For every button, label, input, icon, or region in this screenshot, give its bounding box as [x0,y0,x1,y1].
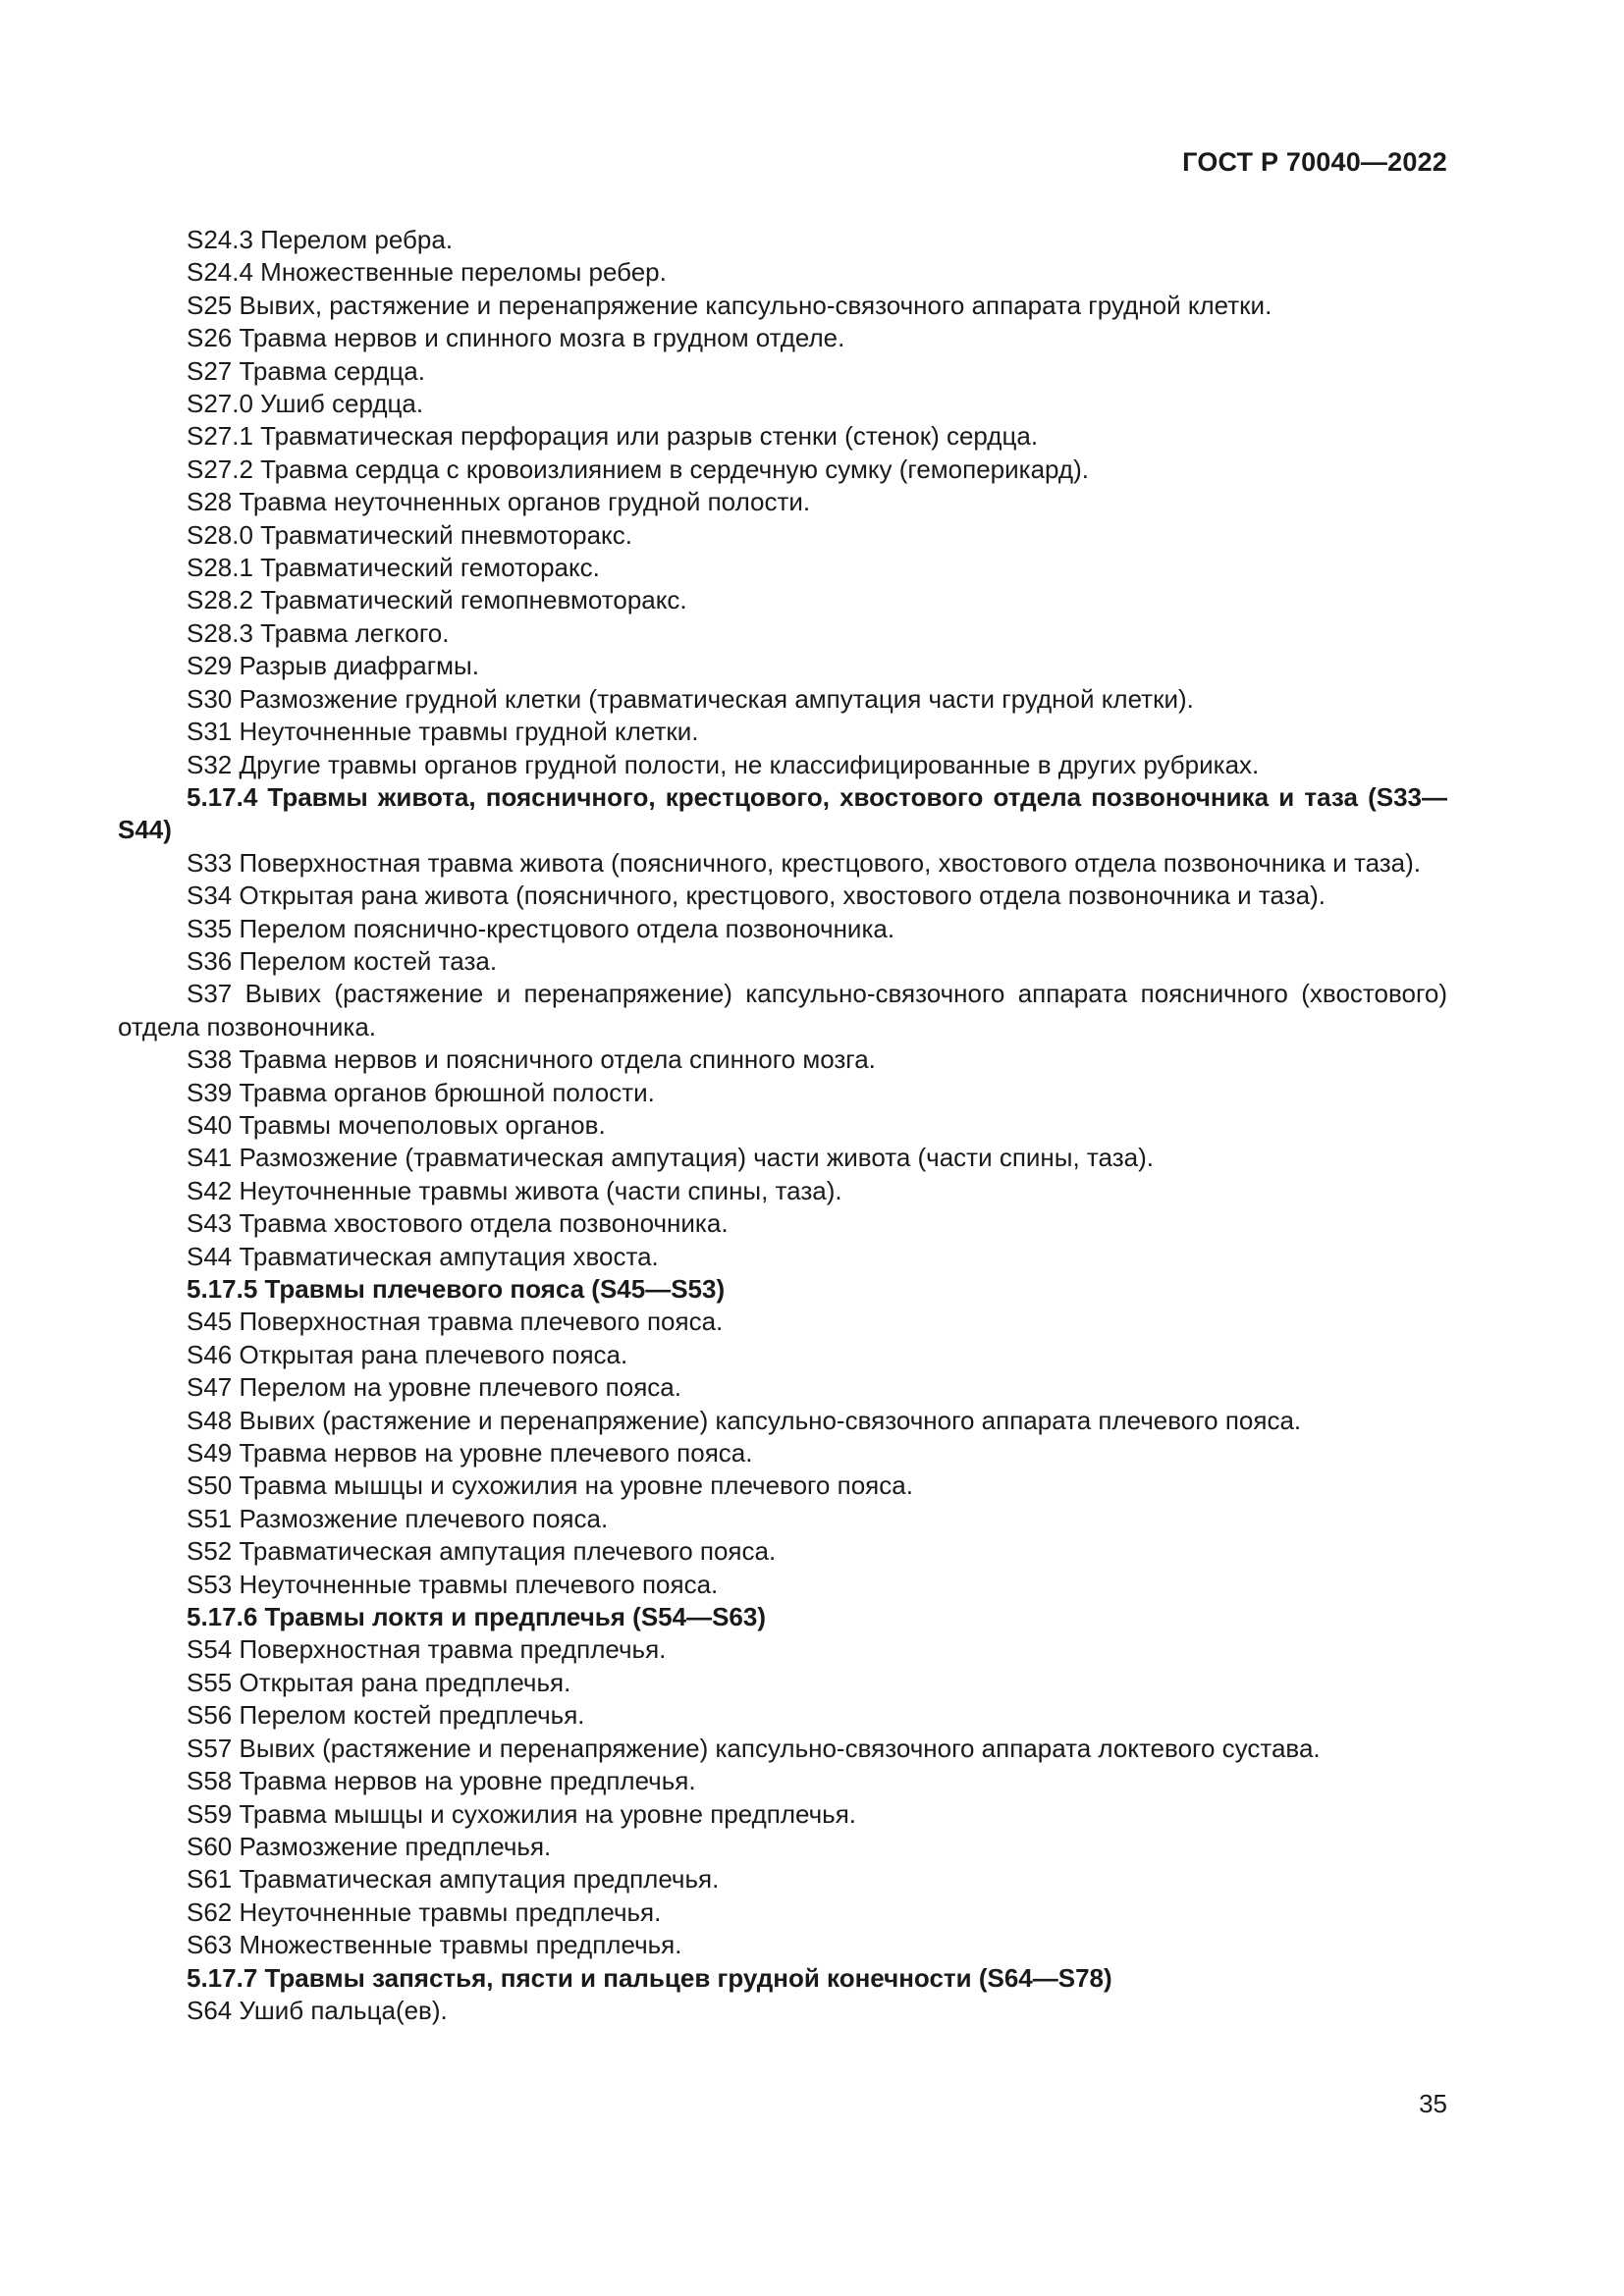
list-item: S26 Травма нервов и спинного мозга в грудном отделе. [187,323,845,353]
list-item: S41 Размозжение (травматическая ампутация) части живота (части спины, таза). [187,1143,1154,1173]
list-item: S28.1 Травматический гемоторакс. [187,553,600,583]
list-item: S51 Размозжение плечевого пояса. [187,1503,609,1533]
list-item: S45 Поверхностная травма плечевого пояса. [187,1307,724,1337]
page-number: 35 [1419,2089,1447,2118]
list-item: S42 Неуточненные травмы живота (части спины, таза). [187,1175,842,1205]
list-item: S46 Открытая рана плечевого пояса. [187,1339,628,1369]
list-item: S54 Поверхностная травма предплечья. [187,1634,667,1665]
list-item: S63 Множественные травмы предплечья. [187,1930,682,1960]
section-heading: 5.17.7 Травмы запястья, пясти и пальцев грудной конечности (S64—S78) [187,1962,1112,1993]
list-item: S57 Вывих (растяжение и перенапряжение) капсульно-связочного аппарата локтевого сустава. [187,1733,1321,1763]
list-item: S36 Перелом костей таза. [187,945,498,976]
list-item: S30 Размозжение грудной клетки (травматическая ампутация части грудной клетки). [187,683,1194,714]
list-item: S24.3 Перелом ребра. [187,225,454,254]
list-item: S58 Травма нервов на уровне предплечья. [187,1766,696,1796]
list-item: S52 Травматическая ампутация плечевого пояса. [187,1536,777,1567]
list-item: S43 Травма хвостового отдела позвоночника. [187,1208,729,1239]
list-item: S24.4 Множественные переломы ребер. [187,257,667,288]
section-heading: 5.17.6 Травмы локтя и предплечья (S54—S63) [187,1602,767,1632]
list-item: S50 Травма мышцы и сухожилия на уровне плечевого пояса. [187,1470,913,1501]
list-item: S53 Неуточненные травмы плечевого пояса. [187,1569,719,1599]
list-item: S33 Поверхностная травма живота (поясничного, крестцового, хвостового отдела позвоночника и таза). [187,847,1422,878]
list-item: S27 Травма сердца. [187,355,425,386]
list-item: S59 Травма мышцы и сухожилия на уровне предплечья. [187,1798,857,1829]
list-item: S62 Неуточненные травмы предплечья. [187,1896,662,1927]
list-item: S29 Разрыв диафрагмы. [187,651,479,681]
list-item: S40 Травмы мочеполовых органов. [187,1109,606,1140]
list-item: S47 Перелом на уровне плечевого пояса. [187,1372,681,1403]
list-item: S32 Другие травмы органов грудной полости, не классифицированные в других рубриках. [187,749,1260,779]
list-item: S27.0 Ушиб сердца. [187,389,424,419]
list-item: S35 Перелом пояснично-крестцового отдела позвоночника. [187,913,895,943]
list-item: S55 Открытая рана предплечья. [187,1667,571,1697]
list-item: S38 Травма нервов и поясничного отдела спинного мозга. [187,1044,876,1075]
list-item: S56 Перелом костей предплечья. [187,1700,585,1731]
list-item: S49 Травма нервов на уровне плечевого пояса. [187,1438,753,1468]
list-item: S61 Травматическая ампутация предплечья. [187,1864,720,1895]
list-item: S39 Травма органов брюшной полости. [187,1077,655,1107]
list-item: S28.2 Травматический гемопневмоторакс. [187,585,687,615]
section-heading: 5.17.5 Травмы плечевого пояса (S45—S53) [187,1274,726,1304]
document-body [118,224,1447,2027]
list-item: S25 Вывих, растяжение и перенапряжение капсульно-связочного аппарата грудной клетки. [187,290,1272,320]
list-item: S28.3 Травма легкого. [187,617,450,648]
list-item: S34 Открытая рана живота (поясничного, крестцового, хвостового отдела позвоночника и таза). [187,881,1326,911]
list-item: S48 Вывих (растяжение и перенапряжение) капсульно-связочного аппарата плечевого пояса. [187,1405,1302,1435]
list-item: S44 Травматическая ампутация хвоста. [187,1241,659,1271]
list-item: S31 Неуточненные травмы грудной клетки. [187,717,699,747]
list-item: S60 Размозжение предплечья. [187,1831,552,1861]
list-item: S28.0 Травматический пневмоторакс. [187,519,632,550]
list-item: S27.1 Травматическая перфорация или разрыв стенки (стенок) сердца. [187,421,1039,452]
list-item: S64 Ушиб пальца(ев). [187,1995,448,2025]
document-number: ГОСТ Р 70040—2022 [1182,147,1447,177]
list-item: S28 Травма неуточненных органов грудной полости. [187,487,811,517]
list-item: S27.2 Травма сердца с кровоизлиянием в сердечную сумку (гемоперикард). [187,454,1089,484]
section-heading: 5.17.4 Травмы живота, поясничного, крестцового, хвостового отдела позвоночника и таза (S33—S44) [118,781,1447,845]
list-item: S37 Вывих (растяжение и перенапряжение) капсульно-связочного аппарата поясничного (хвостового) отдела позвоночника. [118,979,1447,1041]
